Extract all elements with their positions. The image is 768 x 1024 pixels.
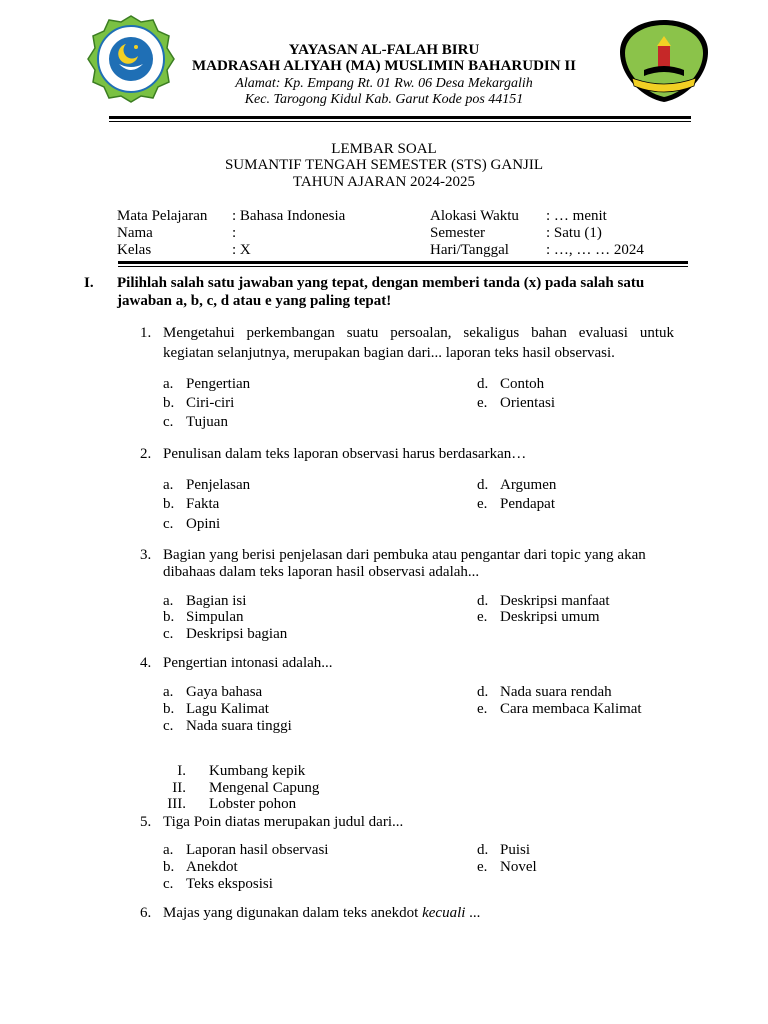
option-letter: a. — [163, 842, 174, 858]
option-text: Ciri-ciri — [186, 395, 235, 411]
option-text: Nada suara tinggi — [186, 718, 292, 734]
option-letter: a. — [163, 684, 174, 700]
name-value: : — [232, 225, 237, 241]
option-letter: c. — [163, 516, 174, 532]
info-divider-thick — [118, 261, 688, 264]
option-letter: a. — [163, 477, 174, 493]
madrasah-emblem-icon — [618, 18, 710, 104]
semester-label: Semester — [430, 225, 485, 241]
option-text: Argumen — [500, 477, 557, 493]
option-text: Anekdot — [186, 859, 238, 875]
question-number: 6. — [140, 905, 152, 921]
option-text: Deskripsi umum — [500, 609, 600, 625]
pre-list-item: Kumbang kepik — [209, 763, 306, 779]
roman-numeral: III. — [167, 796, 186, 812]
stem-prefix: Majas yang digunakan dalam teks anekdot — [163, 905, 423, 921]
subject-value: : Bahasa Indonesia — [232, 208, 346, 224]
option-letter: d. — [477, 842, 489, 858]
time-value: : … menit — [546, 208, 607, 224]
question-stem: Pengertian intonasi adalah... — [163, 655, 333, 671]
option-text: Tujuan — [186, 414, 228, 430]
school-address-line1: Alamat: Kp. Empang Rt. 01 Rw. 06 Desa Mekargalih — [235, 76, 533, 91]
option-letter: e. — [477, 859, 488, 875]
semester-value: : Satu (1) — [546, 225, 602, 241]
option-text: Simpulan — [186, 609, 244, 625]
stem-italic: kecuali — [422, 905, 466, 921]
option-letter: b. — [163, 859, 175, 875]
option-text: Penjelasan — [186, 477, 251, 493]
question-number: 2. — [140, 446, 152, 462]
subject-label: Mata Pelajaran — [117, 208, 208, 224]
academic-year: TAHUN AJARAN 2024-2025 — [292, 174, 476, 190]
option-text: Puisi — [500, 842, 531, 858]
logo-right — [618, 18, 710, 104]
school-address-line2: Kec. Tarogong Kidul Kab. Garut Kode pos 44151 — [244, 92, 524, 107]
header-divider-thin — [109, 121, 691, 122]
option-letter: e. — [477, 496, 488, 512]
question-stem: Tiga Poin diatas merupakan judul dari... — [163, 814, 404, 830]
question-stem — [163, 905, 480, 922]
school-name: MADRASAH ALIYAH (MA) MUSLIMIN BAHARUDIN II — [191, 58, 577, 74]
date-label: Hari/Tanggal — [430, 242, 509, 258]
option-letter: e. — [477, 701, 488, 717]
option-text: Pendapat — [500, 496, 555, 512]
option-text: Nada suara rendah — [500, 684, 612, 700]
logo-left — [86, 14, 176, 104]
foundation-name: YAYASAN AL-FALAH BIRU — [288, 42, 480, 58]
section-number: I. — [84, 275, 94, 291]
option-letter: d. — [477, 684, 489, 700]
question-stem: Bagian yang berisi penjelasan dari pembuka atau pengantar dari topic yang akan — [163, 547, 646, 563]
option-text: Orientasi — [500, 395, 555, 411]
option-text: Fakta — [186, 496, 220, 512]
name-label: Nama — [117, 225, 153, 241]
info-divider-thin — [118, 266, 688, 267]
class-label: Kelas — [117, 242, 152, 258]
option-text: Pengertian — [186, 376, 251, 392]
option-text: Gaya bahasa — [186, 684, 263, 700]
question-number: 5. — [140, 814, 152, 830]
option-letter: c. — [163, 414, 174, 430]
doc-title: LEMBAR SOAL — [331, 141, 437, 157]
pre-list-item: Mengenal Capung — [209, 780, 320, 796]
option-text: Opini — [186, 516, 221, 532]
option-letter: a. — [163, 376, 174, 392]
option-text: Deskripsi manfaat — [500, 593, 610, 609]
option-text: Teks eksposisi — [186, 876, 273, 892]
question-number: 3. — [140, 547, 152, 563]
option-letter: b. — [163, 701, 175, 717]
roman-numeral: I. — [177, 763, 186, 779]
option-letter: b. — [163, 496, 175, 512]
date-value: : …, … … 2024 — [546, 242, 644, 258]
option-letter: a. — [163, 593, 174, 609]
class-value: : X — [232, 242, 251, 258]
time-label: Alokasi Waktu — [430, 208, 519, 224]
option-letter: c. — [163, 626, 174, 642]
option-letter: c. — [163, 876, 174, 892]
question-stem: dibahaas dalam teks laporan hasil observasi adalah... — [163, 564, 480, 580]
option-letter: d. — [477, 376, 489, 392]
option-text: Laporan hasil observasi — [186, 842, 329, 858]
option-letter: e. — [477, 609, 488, 625]
question-number: 4. — [140, 655, 152, 671]
pre-list-item: Lobster pohon — [209, 796, 297, 812]
option-text: Bagian isi — [186, 593, 247, 609]
section-instruction-line2: jawaban a, b, c, d atau e yang paling tepat! — [117, 293, 392, 309]
option-letter: b. — [163, 609, 175, 625]
option-letter: d. — [477, 593, 489, 609]
option-letter: b. — [163, 395, 175, 411]
option-text: Contoh — [500, 376, 545, 392]
option-text: Cara membaca Kalimat — [500, 701, 642, 717]
question-stem: kegiatan selanjutnya, merupakan bagian dari... laporan teks hasil observasi. — [163, 345, 615, 361]
option-letter: e. — [477, 395, 488, 411]
option-text: Deskripsi bagian — [186, 626, 288, 642]
option-letter: d. — [477, 477, 489, 493]
question-stem: Penulisan dalam teks laporan observasi harus berdasarkan… — [163, 446, 527, 462]
option-text: Novel — [500, 859, 537, 875]
roman-numeral: II. — [172, 780, 186, 796]
question-stem: Mengetahui perkembangan suatu persoalan, sekaligus bahan evaluasi untuk — [163, 325, 674, 341]
option-text: Lagu Kalimat — [186, 701, 269, 717]
question-number: 1. — [140, 325, 152, 341]
option-letter: c. — [163, 718, 174, 734]
header-divider-thick — [109, 116, 691, 119]
yayasan-logo-icon — [86, 14, 176, 104]
stem-suffix: ... — [465, 905, 481, 921]
section-instruction-line1: Pilihlah salah satu jawaban yang tepat, dengan memberi tanda (x) pada salah satu — [117, 275, 645, 291]
exam-title: SUMANTIF TENGAH SEMESTER (STS) GANJIL — [224, 157, 544, 173]
